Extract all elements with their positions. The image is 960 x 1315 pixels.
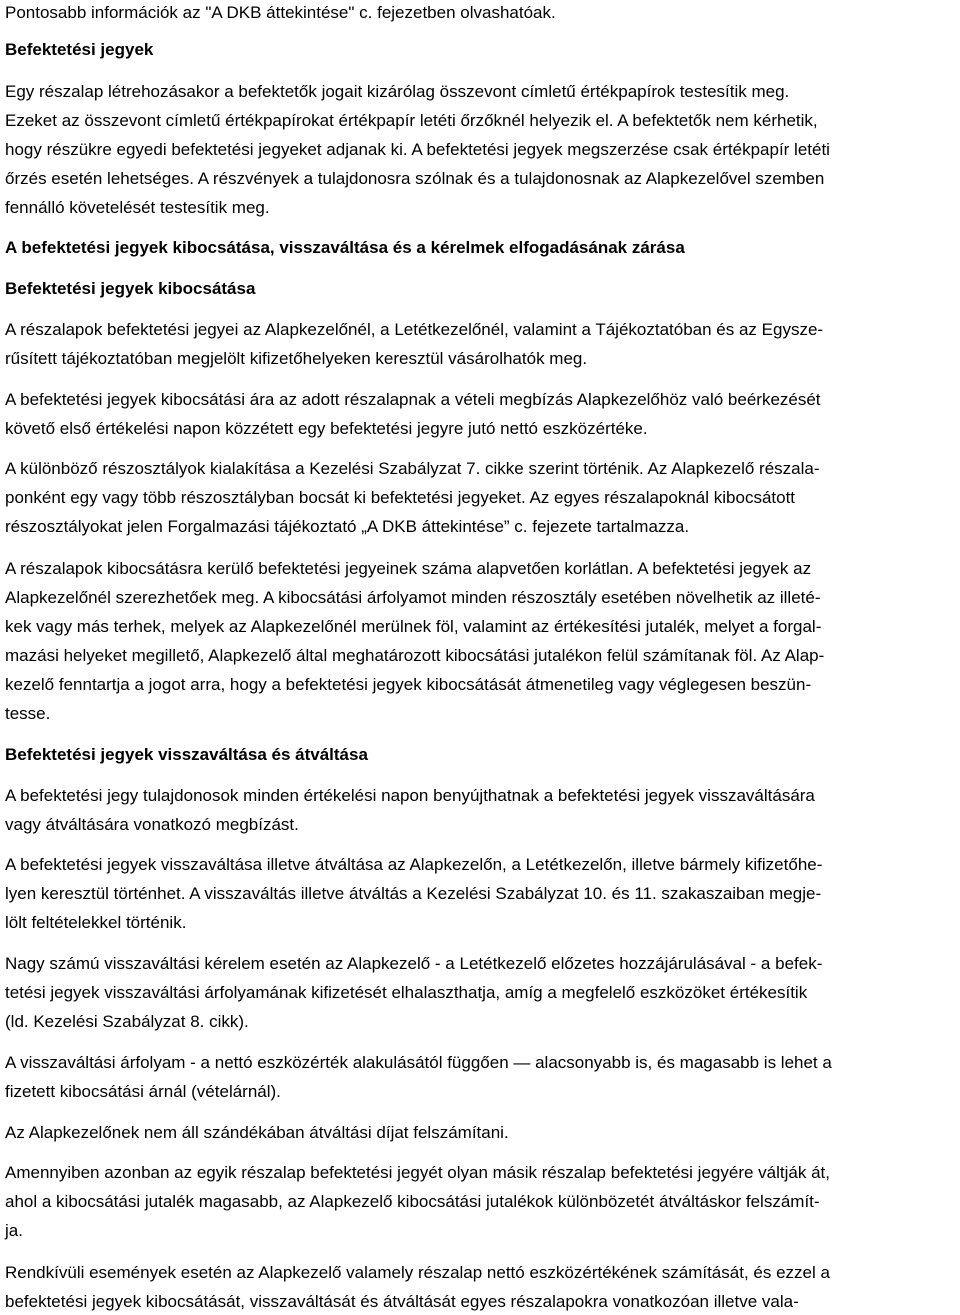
document-text-line: tesse. xyxy=(5,704,51,723)
document-text-line: Ezeket az összevont címletű értékpapírokat értékpapír letéti őrzőknél helyezik el. A befektetők nem kérhetik, xyxy=(5,111,818,130)
document-text-line: Alapkezelőnél szerezhetőek meg. A kibocsátási árfolyamot minden részosztály esetében növelhetik az illeté- xyxy=(5,588,821,607)
document-text-line: ponként egy vagy több részosztályban bocsát ki befektetési jegyeket. Az egyes részalapoknál kibocsátott xyxy=(5,488,796,507)
document-text-line: (ld. Kezelési Szabályzat 8. cikk). xyxy=(5,1012,249,1031)
document-text-line: A befektetési jegy tulajdonosok minden értékelési napon benyújthatnak a befektetési jegyek visszaváltására xyxy=(5,786,815,805)
document-text-line: lyen keresztül történhet. A visszaváltás illetve átváltás a Kezelési Szabályzat 10. és 11. szakaszaiban megje- xyxy=(5,884,822,903)
document-text-line: befektetési jegyek kibocsátását, visszaváltását és átváltását egyes részalapokra vonatkozóan illetve vala- xyxy=(5,1292,799,1311)
document-text-line: rűsített tájékoztatóban megjelölt kifizetőhelyeken keresztül vásárolhatók meg. xyxy=(5,349,588,368)
document-text-line: Rendkívüli események esetén az Alapkezelő valamely részalap nettó eszközértékének számítását, és ezzel a xyxy=(5,1263,830,1282)
section-heading: A befektetési jegyek kibocsátása, visszaváltása és a kérelmek elfogadásának zárása xyxy=(5,238,685,257)
document-text-line: A visszaváltási árfolyam - a nettó eszközérték alakulásától függően — alacsonyabb is, és magasabb is lehet a xyxy=(5,1053,832,1072)
document-text-line: A befektetési jegyek kibocsátási ára az adott részalapnak a vételi megbízás Alapkezelőhöz való beérkezését xyxy=(5,390,821,409)
document-text-line: ja. xyxy=(5,1221,23,1240)
document-text-line: tetési jegyek visszaváltási árfolyamának kifizetését elhalaszthatja, amíg a megfelelő eszközöket értékesítik xyxy=(5,983,808,1002)
document-text-line: mazási helyeket megillető, Alapkezelő által meghatározott kibocsátási jutalékon felül számítanak föl. Az Alap- xyxy=(5,646,825,665)
document-text-line: követő első értékelési napon közzétett egy befektetési jegyre jutó nettó eszközértéke. xyxy=(5,419,648,438)
document-text-line: részosztályokat jelen Forgalmazási tájékoztató „A DKB áttekintése” c. fejezete tartalmazza. xyxy=(5,517,690,536)
subsection-heading: Befektetési jegyek kibocsátása xyxy=(5,279,256,298)
document-text-line: A részalapok kibocsátásra kerülő befektetési jegyeinek száma alapvetően korlátlan. A befektetési jegyek az xyxy=(5,559,812,578)
document-text-line: hogy részükre egyedi befektetési jegyeket adjanak ki. A befektetési jegyek megszerzése csak értékpapír letéti xyxy=(5,140,830,159)
document-text-line: ahol a kibocsátási jutalék magasabb, az Alapkezelő kibocsátási jutalékok különbözetét átváltáskor felszámít- xyxy=(5,1192,820,1211)
document-text-line: lölt feltételekkel történik. xyxy=(5,913,187,932)
document-text-line: kezelő fenntartja a jogot arra, hogy a befektetési jegyek kibocsátását átmenetileg vagy véglegesen beszün- xyxy=(5,675,812,694)
document-text-line: A befektetési jegyek visszaváltása illetve átváltása az Alapkezelőn, a Letétkezelőn, illetve bármely kifizetőhe- xyxy=(5,855,823,874)
document-text-line: Pontosabb információk az "A DKB áttekintése" c. fejezetben olvashatóak. xyxy=(5,3,556,22)
document-text-line: kek vagy más terhek, melyek az Alapkezelőnél merülnek föl, valamint az értékesítési jutalék, melyet a forgal- xyxy=(5,617,822,636)
document-text-line: Nagy számú visszaváltási kérelem esetén az Alapkezelő - a Letétkezelő előzetes hozzájárulásával - a befek- xyxy=(5,954,823,973)
document-text-line: fizetett kibocsátási árnál (vételárnál). xyxy=(5,1082,281,1101)
document-text-line: vagy átváltására vonatkozó megbízást. xyxy=(5,815,299,834)
document-text-line: Az Alapkezelőnek nem áll szándékában átváltási díjat felszámítani. xyxy=(5,1123,509,1142)
document-text-line: A különböző részosztályok kialakítása a Kezelési Szabályzat 7. cikke szerint történik. Az Alapkezelő részala- xyxy=(5,459,820,478)
document-text-line: Egy részalap létrehozásakor a befektetők jogait kizárólag összevont címletű értékpapírok testesítik meg. xyxy=(5,82,790,101)
section-heading: Befektetési jegyek xyxy=(5,40,154,59)
document-text-line: A részalapok befektetési jegyei az Alapkezelőnél, a Letétkezelőnél, valamint a Tájékoztatóban és az Egysze- xyxy=(5,320,824,339)
document-text-line: Amennyiben azonban az egyik részalap befektetési jegyét olyan másik részalap befektetési jegyére váltják át, xyxy=(5,1163,830,1182)
document-text-line: őrzés esetén lehetséges. A részvények a tulajdonosra szólnak és a tulajdonosnak az Alapkezelővel szemben xyxy=(5,169,825,188)
document-text-line: fennálló követelését testesítik meg. xyxy=(5,198,270,217)
subsection-heading: Befektetési jegyek visszaváltása és átváltása xyxy=(5,745,368,764)
